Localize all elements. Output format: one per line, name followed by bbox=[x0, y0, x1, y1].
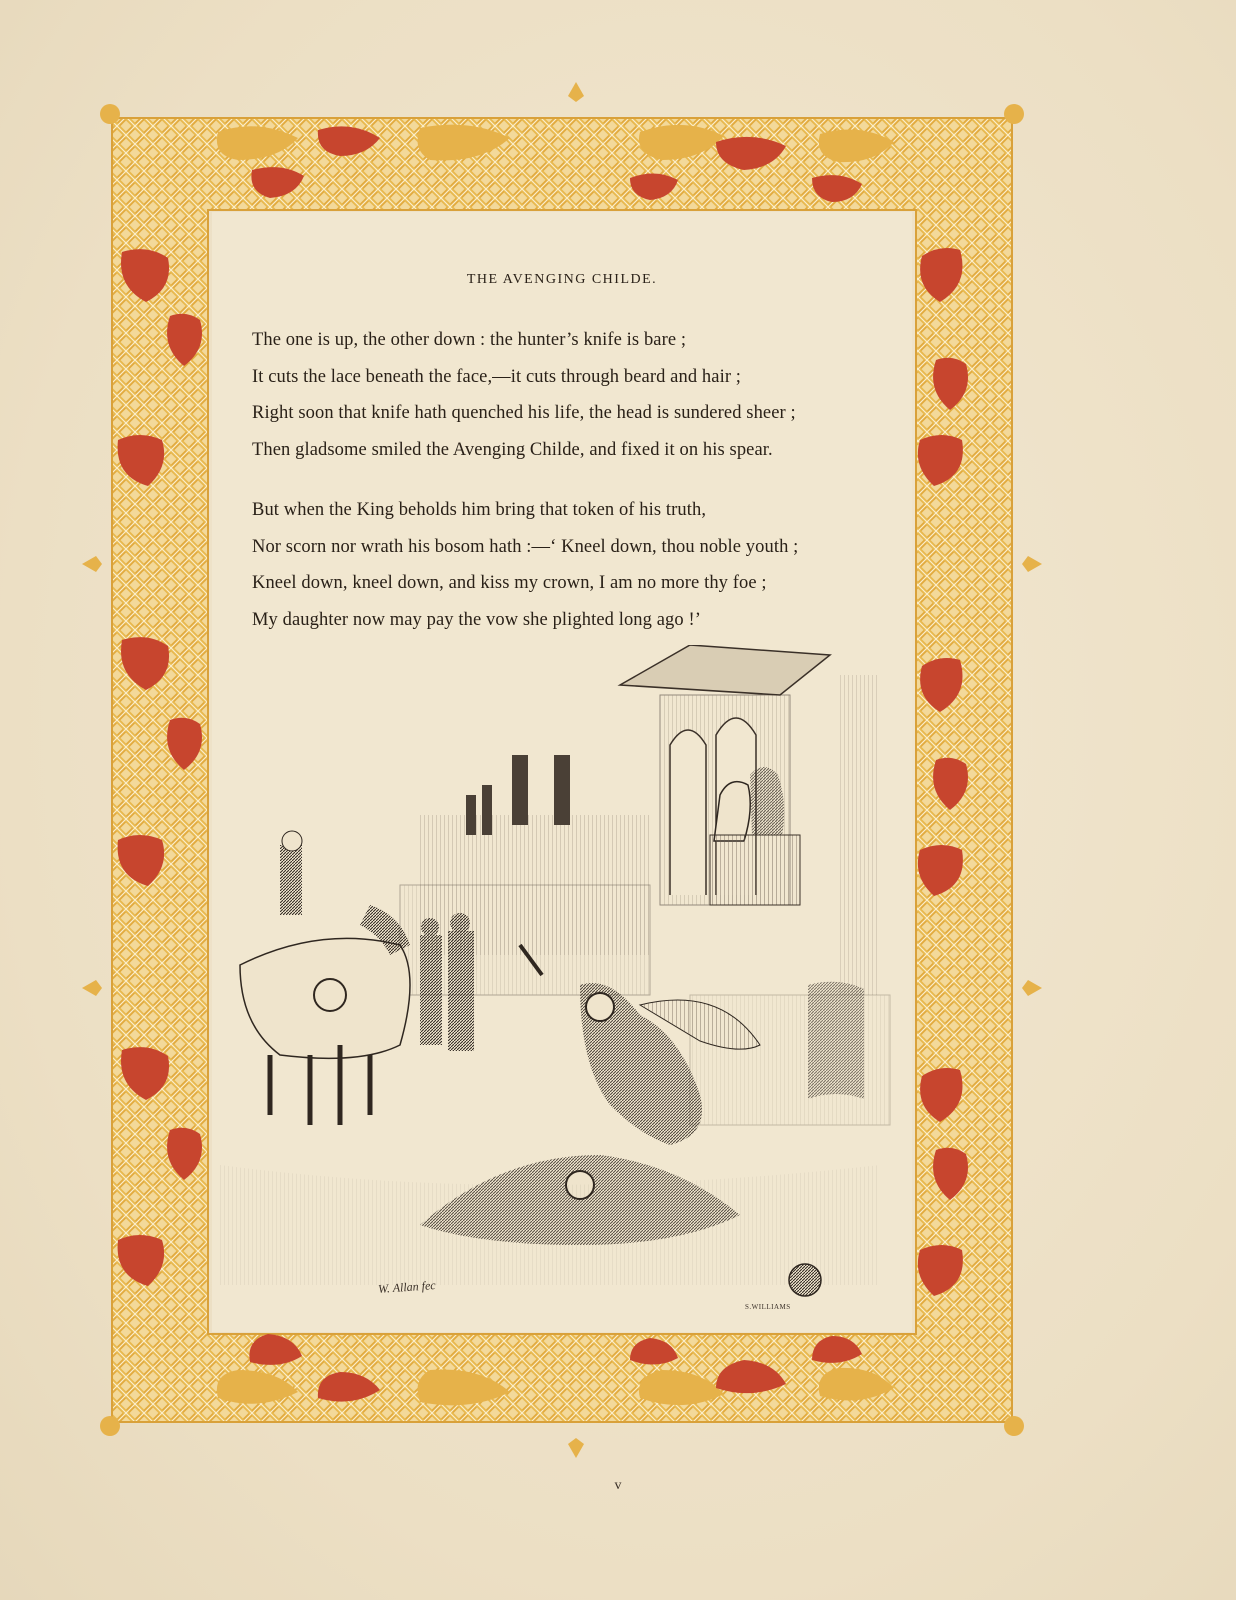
engraver-signature: S.WILLIAMS bbox=[745, 1303, 791, 1311]
stanza-1 bbox=[252, 322, 912, 468]
verse-line: Nor scorn nor wrath his bosom hath :—‘ Kneel down, thou noble youth ; bbox=[252, 536, 799, 557]
folio-mark: v bbox=[614, 1478, 622, 1493]
verse-line: Kneel down, kneel down, and kiss my crown, I am no more thy foe ; bbox=[252, 573, 767, 593]
verse-line: The one is up, the other down : the hunter’s knife is bare ; bbox=[252, 330, 687, 350]
verse-line: It cuts the lace beneath the face,—it cuts through beard and hair ; bbox=[252, 366, 742, 387]
verse-line: Right soon that knife hath quenched his life, the head is sundered sheer ; bbox=[252, 403, 796, 423]
verse-line: But when the King beholds him bring that token of his truth, bbox=[252, 500, 707, 520]
verse-line: Then gladsome smiled the Avenging Childe, and fixed it on his spear. bbox=[252, 439, 773, 460]
running-title: THE AVENGING CHILDE. bbox=[466, 272, 658, 287]
engraving-illustration bbox=[220, 645, 900, 1325]
stanza-2 bbox=[252, 492, 912, 638]
artist-signature: W. Allan fec bbox=[377, 1278, 437, 1296]
verse-line: My daughter now may pay the vow she plighted long ago !’ bbox=[252, 609, 701, 630]
